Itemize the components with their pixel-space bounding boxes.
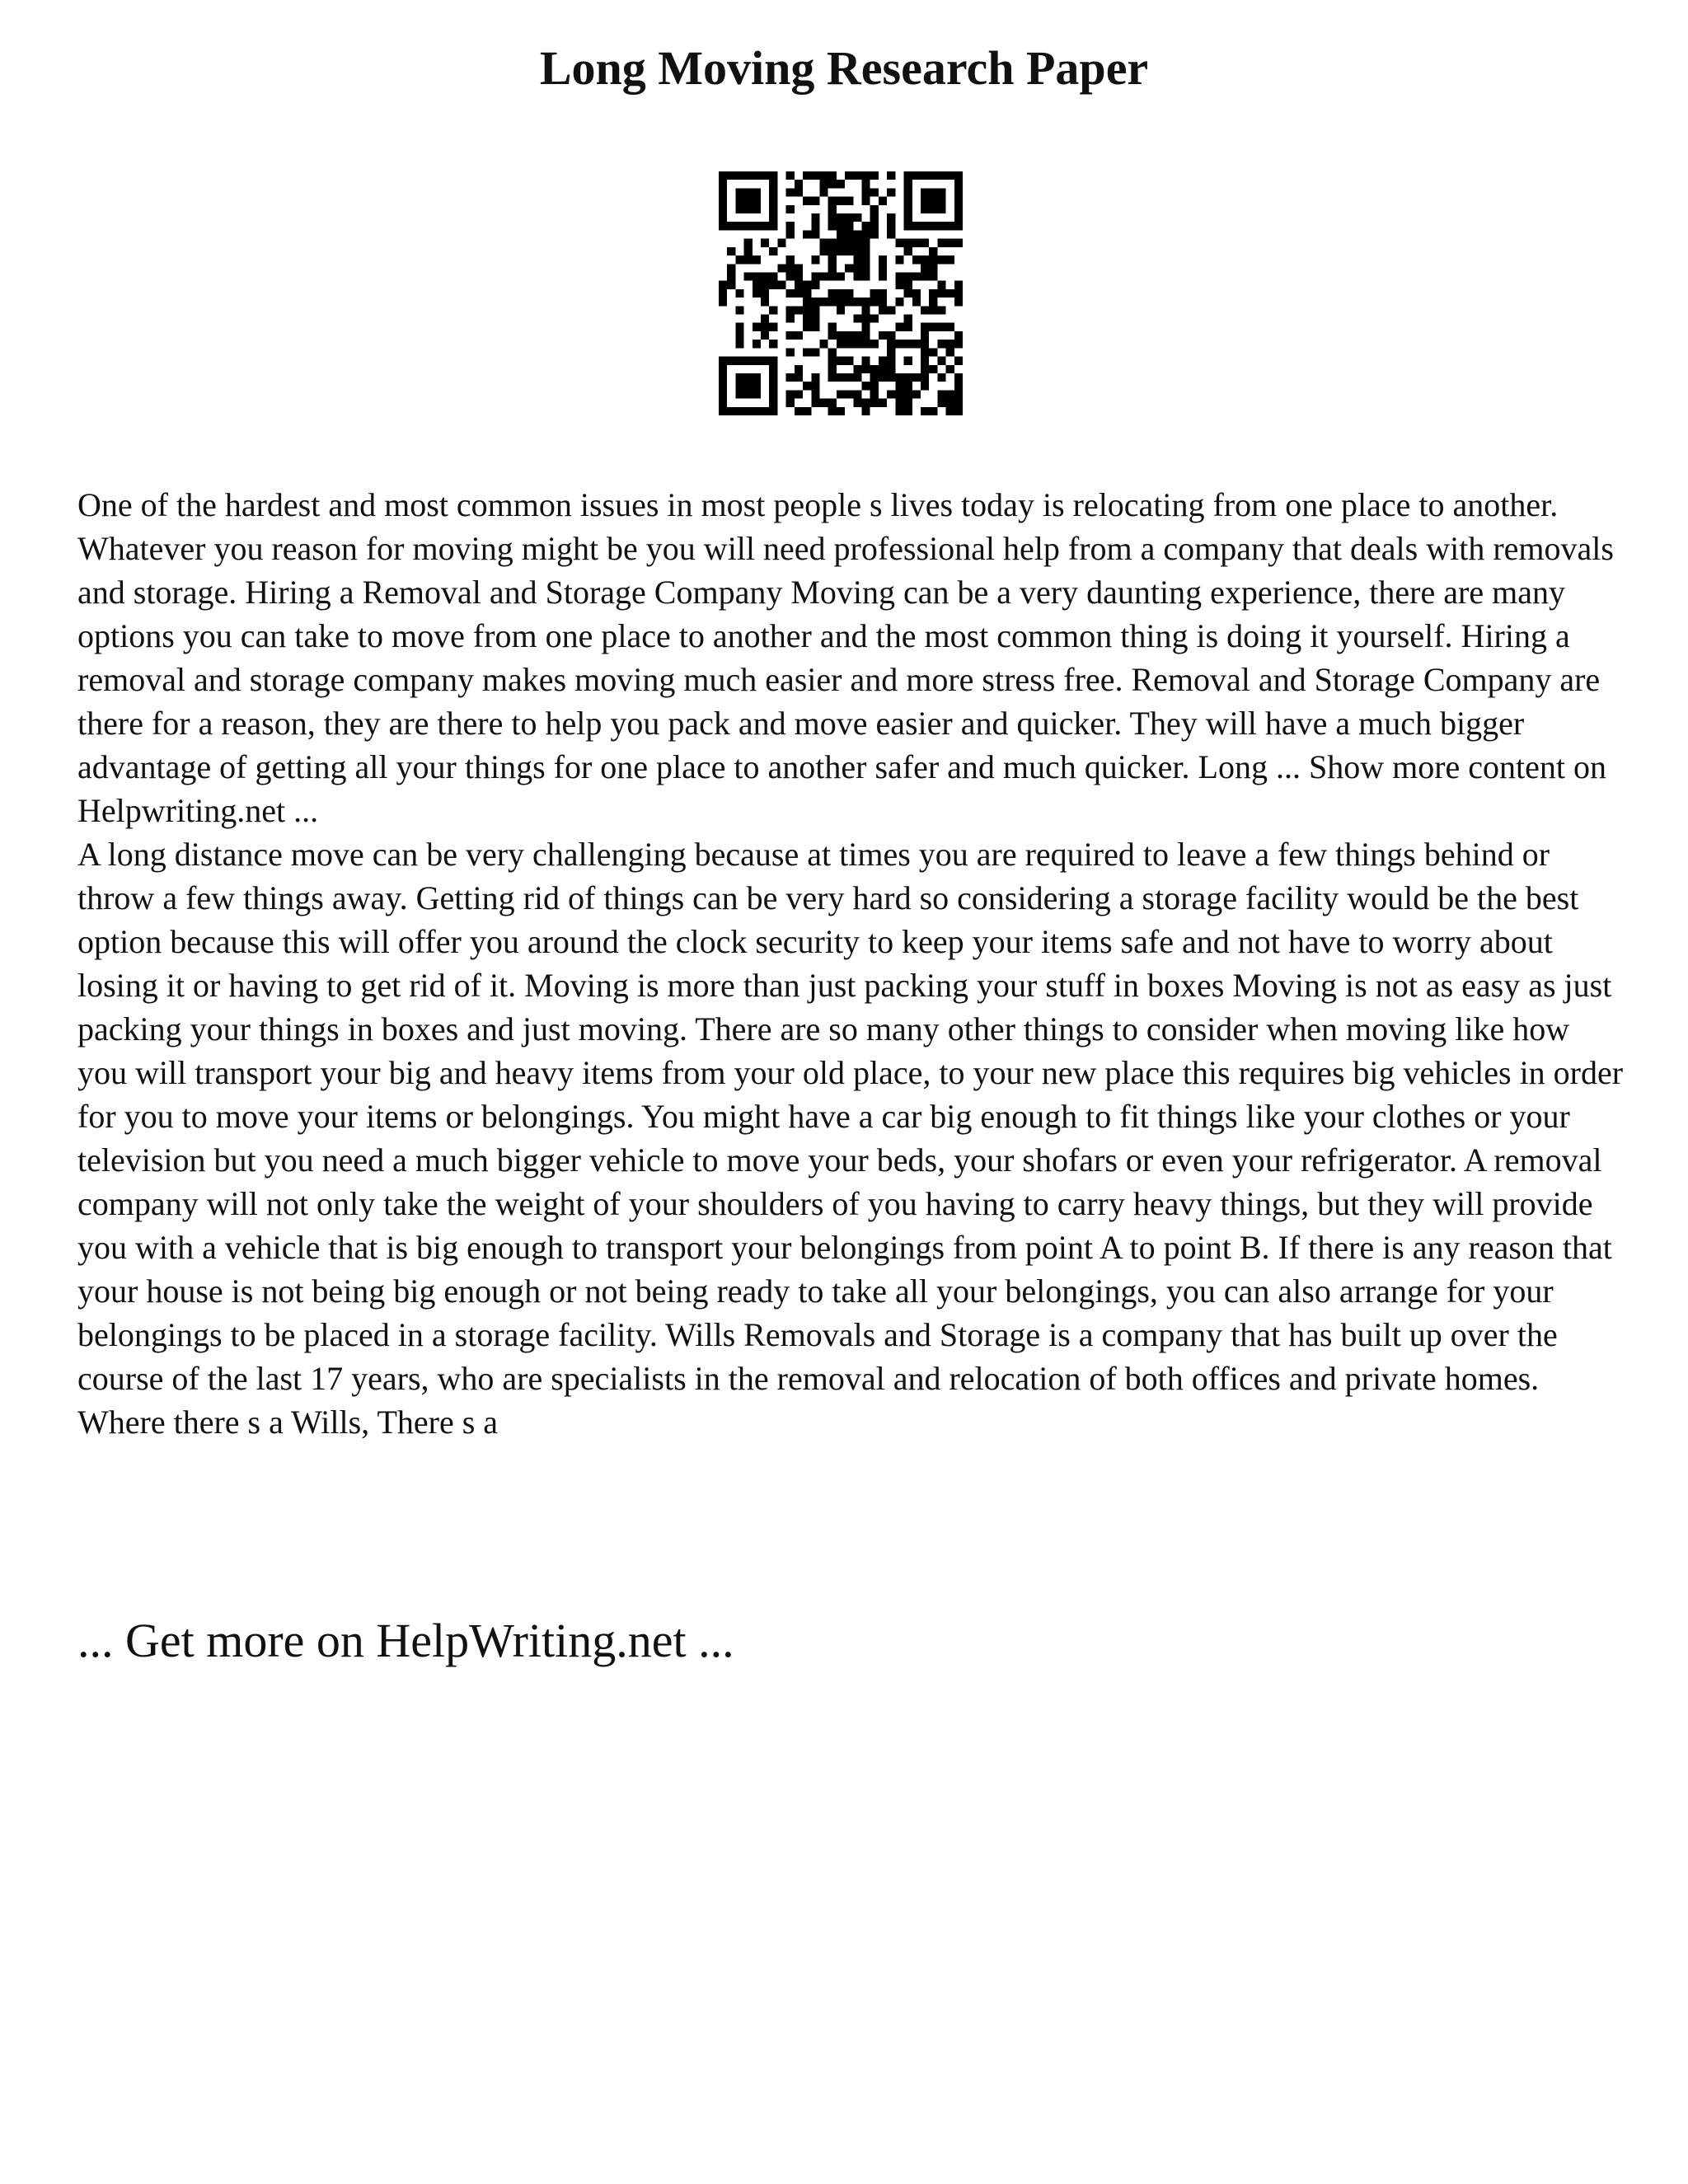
paragraph-1: One of the hardest and most common issues in most people s lives today is relocating from one place to another. Whatever you reason for moving might be you will need professional help from a company that deals with removals and storage. Hiring a Removal and Storage Company Moving can be a very daunting experience, there are many options you can take to move from one place to another and the most common thing is doing it yourself. Hiring a removal and storage company makes moving much easier and more stress free. Removal and Storage Company are there for a reason, they are there to help you pack and move easier and quicker. They will have a much bigger advantage of getting all your things for one place to another safer and much quicker. Long ... Show more content on Helpwriting.net ... bbox=[77, 486, 1614, 829]
qr-code-graphic bbox=[719, 171, 963, 415]
article-body bbox=[77, 483, 1627, 1444]
qr-code-icon[interactable] bbox=[719, 171, 963, 415]
paragraph-2: A long distance move can be very challenging because at times you are required to leave a few things behind or throw a few things away. Getting rid of things can be very hard so considering a storage facility would be the best option because this will offer you around the clock security to keep your items safe and not have to worry about losing it or having to get rid of it. Moving is more than just packing your stuff in boxes Moving is not as easy as just packing your things in boxes and just moving. There are so many other things to consider when moving like how you will transport your big and heavy items from your old place, to your new place this requires big vehicles in order for you to move your items or belongings. You might have a car big enough to fit things like your clothes or your television but you need a much bigger vehicle to move your beds, your shofars or even your refrigerator. A removal company will not only take the weight of your shoulders of you having to carry heavy things, but they will provide you with a vehicle that is big enough to transport your belongings from point A to point B. If there is any reason that your house is not being big enough or not being ready to take all your belongings, you can also arrange for your belongings to be placed in a storage facility. Wills Removals and Storage is a company that has built up over the course of the last 17 years, who are specialists in the removal and relocation of both offices and private homes. Where there s a Wills, There s a bbox=[77, 836, 1624, 1441]
get-more-link[interactable]: ... Get more on HelpWriting.net ... bbox=[77, 1614, 734, 1667]
page-title: Long Moving Research Paper bbox=[539, 41, 1149, 95]
